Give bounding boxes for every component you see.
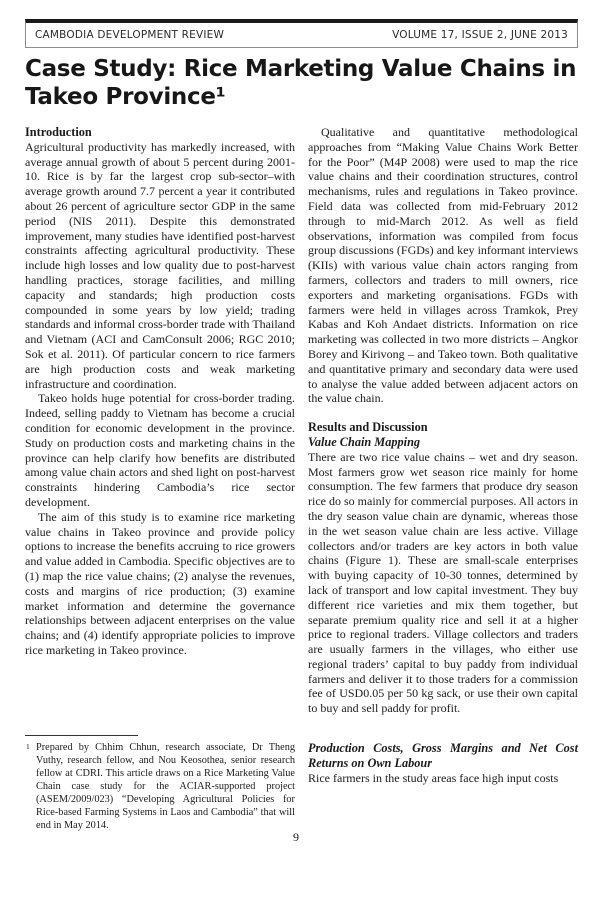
paragraph-takeo-potential: Takeo holds huge potential for cross-border trading. Indeed, selling paddy to Vietnam has become a crucial condition for economic development in the province. Study on production costs and marketing chains in the province can help clarify how benefits are distributed among value chain actors and shed light on post-harvest constraints hindering Cambodia’s rice sector development. <box>25 391 295 509</box>
right-column <box>308 125 578 785</box>
results-discussion-heading: Results and Discussion <box>308 420 428 435</box>
introduction-heading: Introduction <box>25 125 92 139</box>
journal-name: CAMBODIA DEVELOPMENT REVIEW <box>35 29 225 41</box>
paragraph-study-aim: The aim of this study is to examine rice marketing value chains in Takeo province and provide policy options to increase the benefits accruing to rice growers and value added in Cambodia. Specific objectives are to (1) map the rice value chains; (2) analyse the revenues, costs and margins of rice production; (3) examine market information and determine the governance relationships between adjacent enterprises on the value chains; and (4) identify appropriate policies to improve rice marketing in Takeo province. <box>25 509 295 657</box>
article-title-line1: Case Study: Rice Marketing Value Chains in <box>25 56 577 82</box>
page-number: 9 <box>293 830 299 844</box>
paragraph-agricultural-productivity: Agricultural productivity has markedly increased, with average annual growth of about 5 percent during 2001-10. Rice is by far the largest crop sub-sector–with average growth around 7.7 percent a year it contributed about 26 percent of agriculture sector GDP in the same period (NIS 2011). Despite this demonstrated improvement, many studies have identified post-harvest constraints affecting agricultural productivity. These include high losses and low quality due to post-harvest handling practices, storage facilities, and milling capacity and standards; high production costs compounded in some years by low yield; trading standards and informal cross-border trade with Thailand and Vietnam (ACI and CamConsult 2006; RGC 2010; Sok et al. 2011). Of particular concern to rice farmers are high production costs and weak marketing infrastructure and coordination. <box>25 139 295 391</box>
article-title <box>25 55 585 111</box>
footnote <box>25 741 295 832</box>
paragraph-production-costs: Rice farmers in the study areas face high input costs <box>308 770 559 785</box>
value-chain-mapping-heading: Value Chain Mapping <box>308 434 421 449</box>
volume-issue: VOLUME 17, ISSUE 2, JUNE 2013 <box>392 29 568 41</box>
production-costs-heading: Production Costs, Gross Margins and Net Cost Returns on Own Labour <box>308 741 578 770</box>
paragraph-methodology: Qualitative and quantitative methodological approaches from “Making Value Chains Work Better for the Poor” (M4P 2008) were used to map the rice value chains and their coordination structures, control mechanisms, rules and regulations in Takeo province. Field data was collected from mid-February 2012 through to mid-March 2012. As well as field observations, information was compiled from focus group discussions (FGDs) and key informant interviews (KIIs) with various value chain actors ranging from farmers, collectors and traders to mill owners, rice exporters and marketing organisations. FGDs with farmers were held in villages across Tramkok, Prey Kabas and Koh Andaet districts. Information on rice marketing was collected in two more districts – Angkor Borey and Kirivong – and Takeo town. Both qualitative and quantitative primary and secondary data were used to analyse the value added between adjacent actors on the value chain. <box>308 125 578 406</box>
footnote-marker: 1 <box>26 742 30 751</box>
footnote-separator <box>25 735 138 736</box>
paragraph-value-chains: There are two rice value chains – wet and dry season. Most farmers grow wet season rice mainly for home consumption. The few farmers that produce dry season rice do so mainly for commercial purposes. All actors in the dry season value chain are dynamic, whereas those in the wet season value chain are less active. Village collectors and/or traders are key actors in both value chains (Figure 1). These are small-scale enterprises with buying capacity of 10-30 tonnes, determined by lack of transport and low capital investment. They buy different rice varieties and mix them together, but separate premium quality rice and sell it at a higher price to regional traders. Village collectors and traders are usually farmers in the villages, who either use regional traders’ capital to buy paddy from individual farmers and deliver it to those traders for a commission fee of USD0.05 per 50 kg sack, or use their own capital to buy and sell paddy for profit. <box>308 449 578 716</box>
footnote-text: Prepared by Chhim Chhun, research associate, Dr Theng Vuthy, research fellow, and Nou Keosothea, senior research fellow at CDRI. This article draws on a Rice Marketing Value Chain case study for the ACIAR-supported project (ASEM/2009/023) “Developing Agricultural Policies for Rice-based Farming Systems in Laos and Cambodia” that will end in May 2014. <box>36 742 295 831</box>
article-title-line2: Takeo Province¹ <box>25 84 226 110</box>
journal-header <box>25 19 578 48</box>
left-column <box>25 125 295 658</box>
